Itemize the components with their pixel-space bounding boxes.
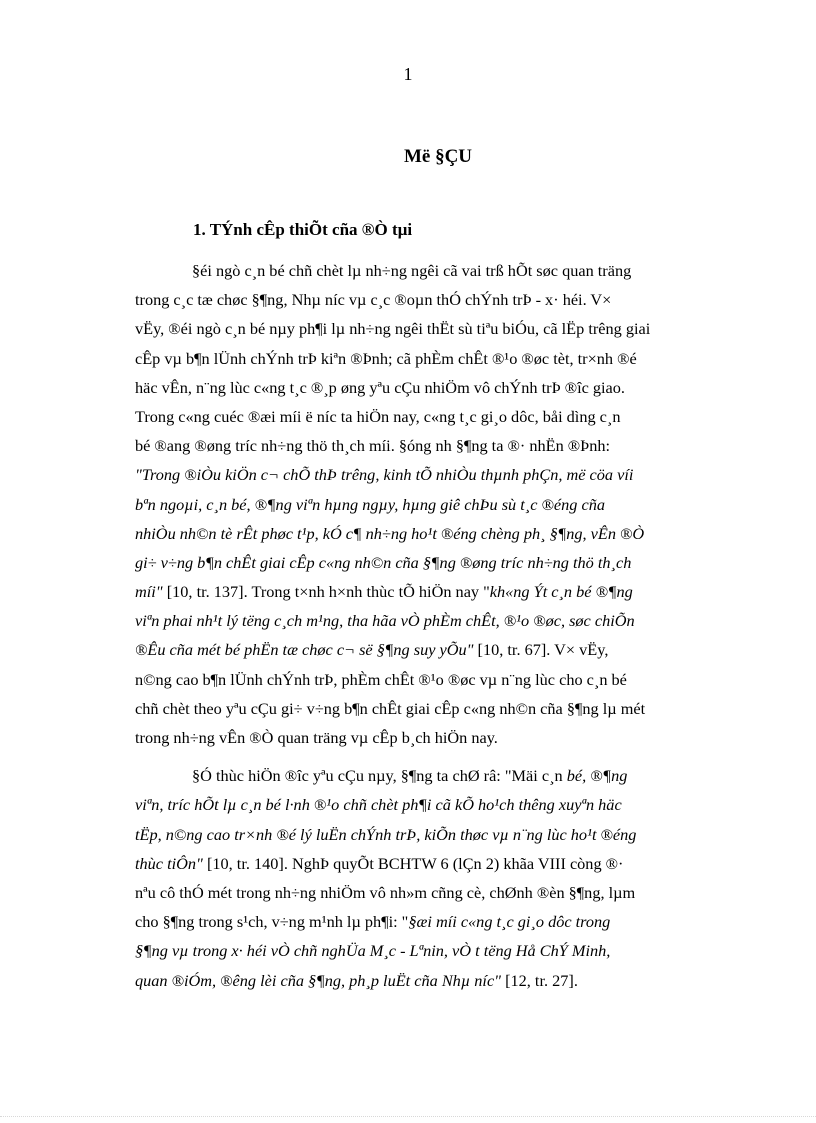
text-line	[135, 694, 768, 723]
quote-run: ®Êu cña mét bé phËn tæ chøc c¬ së §¶ng suy yÕu"	[135, 640, 474, 660]
text-run: cho §¶ng trong s¹ch, v÷ng m¹nh lµ ph¶i: "	[135, 912, 409, 932]
text-run: §éi ngò c¸n bé chñ chèt lµ nh÷ng ngêi cã vai trß hÕt søc quan träng	[192, 261, 632, 280]
citation-run: [10, tr. 67]. V× vËy,	[473, 640, 609, 660]
citation-run: [10, tr. 140]. NghÞ quyÕt BCHTW 6 (lÇn 2) khãa VIII còng ®·	[202, 853, 624, 873]
citation-run: [12, tr. 27].	[501, 970, 578, 990]
quote-line	[135, 790, 768, 819]
paragraph-gap	[135, 752, 768, 761]
quote-line	[135, 606, 768, 635]
quote-run: bªn ngoµi, c¸n bé, ®¶ng viªn hµng ngµy, hµng giê chÞu sù t¸c ®éng cña	[135, 494, 605, 514]
text-line	[135, 314, 768, 343]
text-line	[135, 256, 768, 285]
quote-run: nhiÒu nh©n tè rÊt phøc t¹p, kÓ c¶ nh÷ng ho¹t ®éng chèng ph¸ §¶ng, vÊn ®Ò	[135, 523, 645, 543]
text-run: §Ó thùc hiÖn ®îc yªu cÇu nµy, §¶ng ta chØ râ: "Mäi c¸n	[192, 766, 567, 786]
text-run: bé ®ang ®øng tríc nh÷ng thö th¸ch míi. §óng nh §¶ng ta ®· nhËn ®Þnh:	[135, 436, 611, 456]
text-run: trong nh÷ng vÊn ®Ò quan träng vµ cÊp b¸ch hiÖn nay.	[135, 728, 498, 747]
text-line	[135, 373, 768, 402]
text-run: Trong c«ng cuéc ®æi míi ë níc ta hiÖn nay, c«ng t¸c gi¸o dôc, båi dìng c¸n	[135, 406, 621, 426]
quote-run: viªn phai nh¹t lý tëng c¸ch m¹ng, tha hãa vÒ phÈm chÊt, ®¹o ®øc, søc chiÕn	[135, 611, 635, 631]
page-number: 1	[403, 64, 413, 84]
quote-run: thùc tiÔn"	[135, 853, 203, 873]
text-line	[135, 431, 768, 460]
quote-run: tËp, n©ng cao tr×nh ®é lý luËn chÝnh trÞ, kiÕn thøc vµ n¨ng lùc ho¹t ®éng	[135, 824, 637, 844]
quote-run: "Trong ®iÒu kiÖn c¬ chÕ thÞ trêng, kinh tÕ nhiÒu thµnh phÇn, më cöa víi	[135, 465, 634, 485]
body-text	[135, 256, 768, 995]
quote-run: bé, ®¶ng	[566, 766, 628, 786]
quote-line	[135, 490, 768, 519]
quote-line	[135, 936, 768, 965]
text-line	[135, 723, 768, 752]
text-run: nªu cô thÓ mét trong nh÷ng nhiÖm vô nh»m cñng cè, chØnh ®èn §¶ng, lµm	[135, 882, 636, 902]
mixed-line	[135, 635, 768, 664]
text-run: n©ng cao b¶n lÜnh chÝnh trÞ, phÈm chÊt ®¹o ®øc vµ n¨ng lùc cho c¸n bé	[135, 669, 627, 689]
mixed-run	[135, 971, 578, 990]
mixed-line	[135, 849, 768, 878]
mixed-run	[135, 577, 633, 606]
mixed-run	[135, 907, 610, 936]
quote-line	[135, 519, 768, 548]
text-line	[135, 665, 768, 694]
mixed-run	[135, 635, 608, 664]
citation-run: [10, tr. 137]. Trong t×nh h×nh thùc tÕ hiÖn nay "	[162, 582, 490, 602]
mixed-line	[135, 761, 768, 790]
quote-run: §æi míi c«ng t¸c gi¸o dôc trong	[408, 912, 611, 932]
text-line	[135, 344, 768, 373]
quote-run: kh«ng Ýt c¸n bé ®¶ng	[489, 582, 633, 602]
text-run: chñ chèt theo yªu cÇu gi÷ v÷ng b¶n chÊt giai cÊp c«ng nh©n cña §¶ng lµ mét	[135, 698, 646, 718]
section-title: 1. TÝnh cÊp thiÕt cña ®Ò tµi	[193, 220, 413, 239]
mixed-line	[135, 966, 768, 995]
mixed-line	[135, 577, 768, 606]
quote-run: míi"	[135, 582, 163, 602]
quote-line	[135, 820, 768, 849]
text-line	[135, 878, 768, 907]
text-run: cÊp vµ b¶n lÜnh chÝnh trÞ kiªn ®Þnh; cã phÈm chÊt ®¹o ®øc tèt, tr×nh ®é	[135, 348, 637, 368]
mixed-run	[135, 849, 623, 878]
quote-line	[135, 548, 768, 577]
quote-run: gi÷ v÷ng b¶n chÊt giai cÊp c«ng nh©n cña §¶ng ®øng tríc nh÷ng thö th¸ch	[135, 552, 632, 572]
page-bottom-rule	[0, 1116, 816, 1117]
quote-run: quan ®iÓm, ®êng lèi cña §¶ng, ph¸p luËt cña Nhµ níc"	[135, 970, 502, 990]
quote-run: viªn, tríc hÕt lµ c¸n bé l·nh ®¹o chñ chèt ph¶i cã kÕ ho¹ch thêng xuyªn häc	[135, 795, 622, 815]
text-line	[135, 285, 768, 314]
mixed-line	[135, 907, 768, 936]
text-line	[135, 402, 768, 431]
quote-line	[135, 460, 768, 489]
mixed-run	[192, 761, 627, 790]
text-run: häc vÊn, n¨ng lùc c«ng t¸c ®¸p øng yªu cÇu nhiÖm vô chÝnh trÞ ®îc giao.	[135, 377, 625, 397]
chapter-heading: Më §ÇU	[403, 146, 473, 167]
text-run: vËy, ®éi ngò c¸n bé nµy ph¶i lµ nh÷ng ngêi thËt sù tiªu biÓu, cã lËp trêng giai	[135, 319, 651, 339]
quote-run: §¶ng vµ trong x· héi vÒ chñ nghÜa M¸c - Lªnin, vÒ t tëng Hå ChÝ Minh,	[135, 941, 611, 961]
text-run: trong c¸c tæ chøc §¶ng, Nhµ níc vµ c¸c ®oµn thÓ chÝnh trÞ - x· héi. V×	[135, 290, 612, 310]
